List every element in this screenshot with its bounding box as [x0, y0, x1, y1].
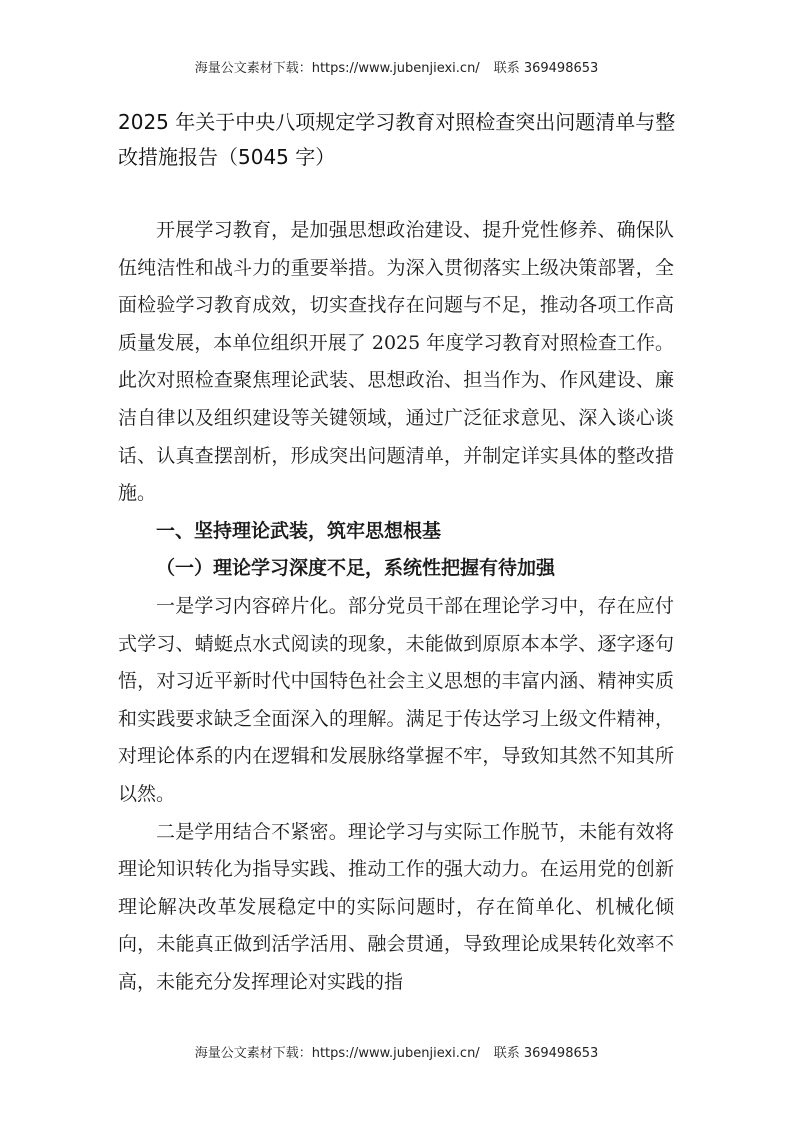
- footer-url-link[interactable]: https://www.jubenjiexi.cn/: [311, 1046, 480, 1061]
- intro-paragraph: 开展学习教育，是加强思想政治建设、提升党性修养、确保队伍纯洁性和战斗力的重要举措。为深入贯彻落实上级决策部署，全面检验学习教育成效，切实查找存在问题与不足，推动各项工作高质量发展，本单位组织开展了 2025 年度学习教育对照检查工作。此次对照检查聚焦理论武装、思想政治、担当作为、作风建设、廉洁自律以及组织建设等关键领域，通过广泛征求意见、深入谈心谈话、认真查摆剖析，形成突出问题清单，并制定详实具体的整改措施。: [118, 219, 674, 505]
- footer-site-label: 海量公文素材下载：: [194, 1046, 312, 1061]
- body-paragraph-point2: 二是学用结合不紧密。理论学习与实际工作脱节，未能有效将理论知识转化为指导实践、推动工作的强大动力。在运用党的创新理论解决改革发展稳定中的实际问题时，存在简单化、机械化倾向，未能真正做到活学活用、融会贯通，导致理论成果转化效率不高，未能充分发挥理论对实践的指: [118, 820, 674, 993]
- header-url-link[interactable]: https://www.jubenjiexi.cn/: [311, 61, 480, 76]
- document-title: 2025 年关于中央八项规定学习教育对照检查突出问题清单与整改措施报告（5045 字）: [118, 110, 676, 169]
- page-footer: [0, 1042, 793, 1061]
- page-header: [0, 57, 793, 76]
- header-site-label: 海量公文素材下载：: [194, 61, 312, 76]
- header-contact: 联系 369498653: [493, 61, 599, 76]
- footer-contact: 联系 369498653: [493, 1046, 599, 1061]
- body-paragraph-point1: 一是学习内容碎片化。部分党员干部在理论学习中，存在应付式学习、蜻蜓点水式阅读的现象，未能做到原原本本学、逐字逐句悟，对习近平新时代中国特色社会主义思想的丰富内涵、精神实质和实践要求缺乏全面深入的理解。满足于传达学习上级文件精神，对理论体系的内在逻辑和发展脉络掌握不牢，导致知其然不知其所以然。: [118, 594, 674, 805]
- document-body: [118, 212, 674, 1001]
- section-heading: 一、坚持理论武装，筑牢思想根基: [156, 519, 442, 542]
- subsection-heading: （一）理论学习深度不足，系统性把握有待加强: [156, 557, 556, 580]
